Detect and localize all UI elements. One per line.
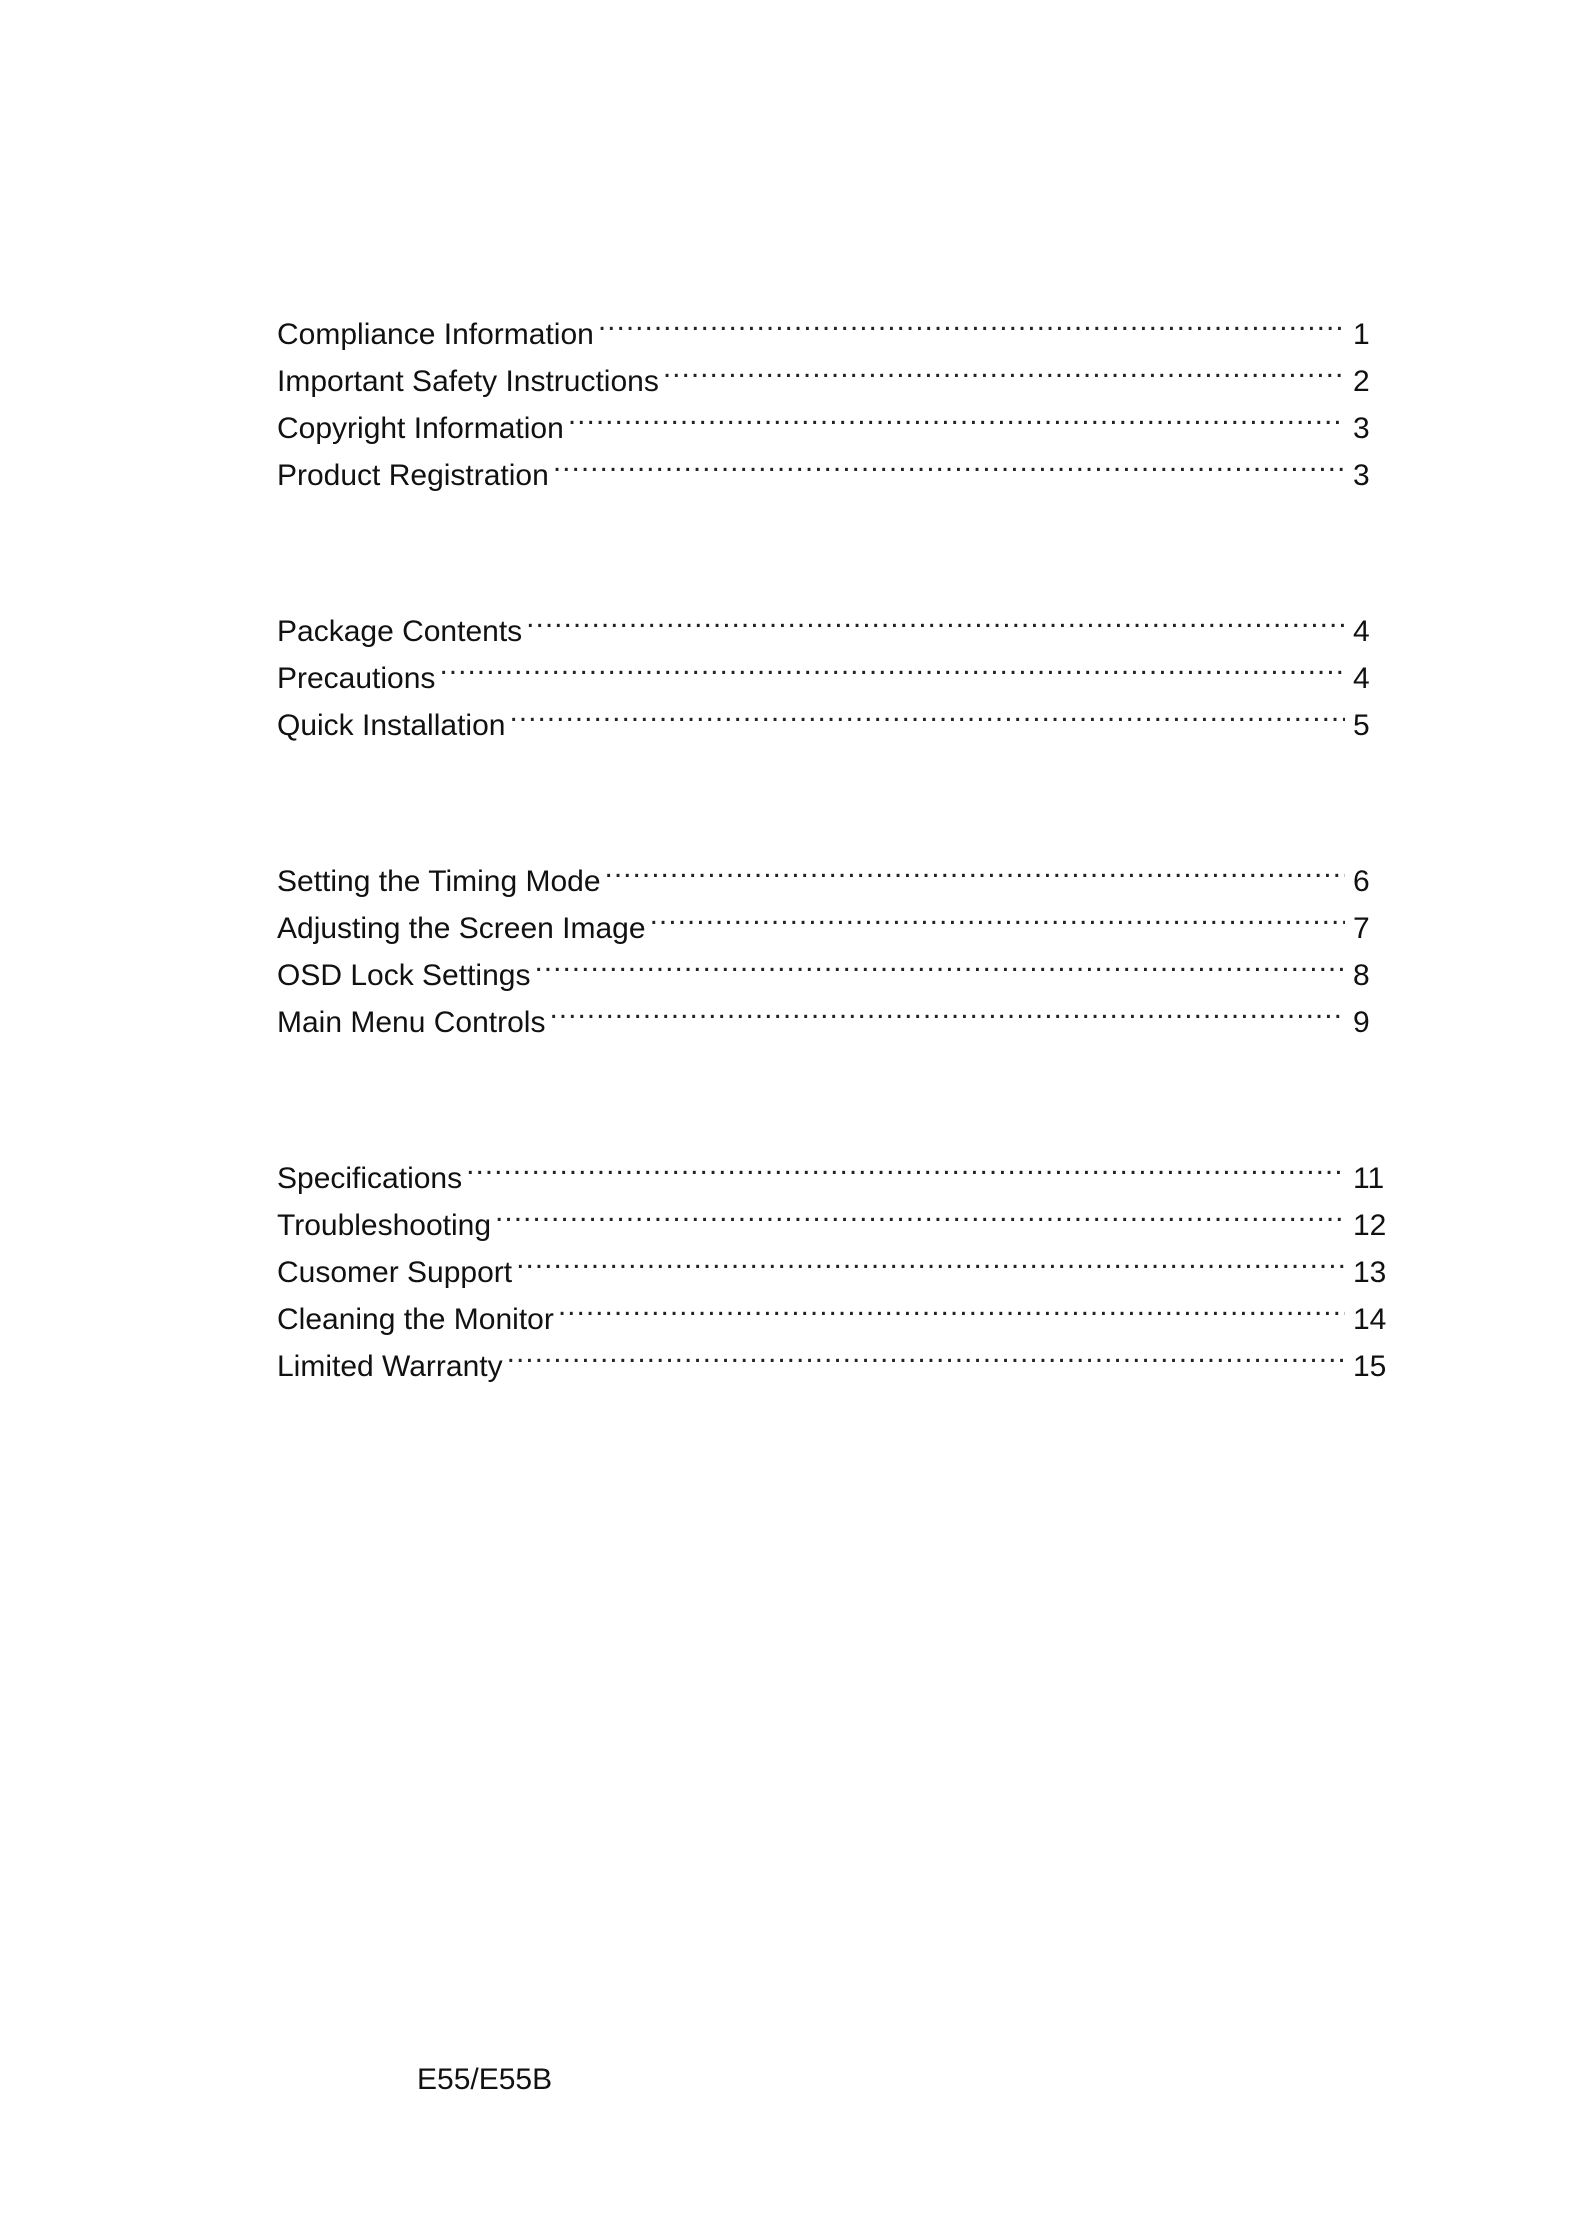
- dot-leader: [466, 1141, 1345, 1188]
- dot-leader: [516, 1235, 1345, 1282]
- toc-entry-page: 7: [1353, 912, 1370, 945]
- toc-entry-title: Product Registration: [277, 459, 549, 492]
- toc-entry-title: Setting the Timing Mode: [277, 865, 601, 898]
- toc-entry-page: 15: [1353, 1350, 1387, 1383]
- toc-entry-page: 8: [1353, 959, 1370, 992]
- toc-entry-page: 14: [1353, 1303, 1387, 1336]
- toc-entry-setting-the-timing-mode[interactable]: [277, 844, 1397, 898]
- table-of-contents: [277, 297, 1397, 1383]
- footer-model-name: E55/E55B: [417, 2063, 553, 2096]
- toc-entry-page: 1: [1353, 318, 1370, 351]
- toc-section: [277, 1141, 1397, 1383]
- toc-entry-title: Quick Installation: [277, 709, 506, 742]
- dot-leader: [663, 344, 1345, 391]
- toc-entry-title: Cleaning the Monitor: [277, 1303, 554, 1336]
- toc-entry-page: 9: [1353, 1006, 1370, 1039]
- toc-entry-compliance-information[interactable]: [277, 297, 1397, 351]
- dot-leader: [526, 594, 1345, 641]
- toc-entry-title: Important Safety Instructions: [277, 365, 659, 398]
- toc-entry-title: Package Contents: [277, 615, 523, 648]
- dot-leader: [650, 891, 1345, 938]
- dot-leader: [495, 1188, 1345, 1235]
- toc-entry-title: Cusomer Support: [277, 1256, 513, 1289]
- dot-leader: [605, 844, 1345, 891]
- toc-entry-page: 5: [1353, 709, 1370, 742]
- toc-entry-page: 13: [1353, 1256, 1387, 1289]
- toc-entry-title: Compliance Information: [277, 318, 594, 351]
- dot-leader: [598, 297, 1345, 344]
- toc-entry-page: 6: [1353, 865, 1370, 898]
- toc-entry-title: OSD Lock Settings: [277, 959, 531, 992]
- toc-entry-precautions[interactable]: [277, 641, 1397, 695]
- dot-leader: [439, 641, 1345, 688]
- toc-entry-title: Adjusting the Screen Image: [277, 912, 646, 945]
- toc-entry-quick-installation[interactable]: [277, 688, 1397, 742]
- dot-leader: [509, 688, 1345, 735]
- toc-entry-page: 4: [1353, 615, 1370, 648]
- dot-leader: [558, 1282, 1345, 1329]
- toc-entry-page: 3: [1353, 459, 1370, 492]
- dot-leader: [534, 938, 1345, 985]
- toc-entry-specifications[interactable]: [277, 1141, 1397, 1195]
- toc-entry-title: Limited Warranty: [277, 1350, 503, 1383]
- dot-leader: [507, 1329, 1345, 1376]
- toc-entry-page: 2: [1353, 365, 1370, 398]
- toc-entry-page: 4: [1353, 662, 1370, 695]
- dot-leader: [549, 985, 1345, 1032]
- toc-section: [277, 844, 1397, 1039]
- toc-entry-page: 11: [1353, 1162, 1385, 1195]
- toc-entry-package-contents[interactable]: [277, 594, 1397, 648]
- toc-entry-page: 12: [1353, 1209, 1387, 1242]
- toc-entry-title: Precautions: [277, 662, 436, 695]
- toc-section: [277, 594, 1397, 742]
- toc-entry-title: Specifications: [277, 1162, 463, 1195]
- toc-section: [277, 297, 1397, 492]
- toc-entry-title: Copyright Information: [277, 412, 564, 445]
- toc-entry-page: 3: [1353, 412, 1370, 445]
- dot-leader: [568, 391, 1345, 438]
- dot-leader: [553, 438, 1345, 485]
- toc-entry-title: Main Menu Controls: [277, 1006, 546, 1039]
- toc-entry-title: Troubleshooting: [277, 1209, 492, 1242]
